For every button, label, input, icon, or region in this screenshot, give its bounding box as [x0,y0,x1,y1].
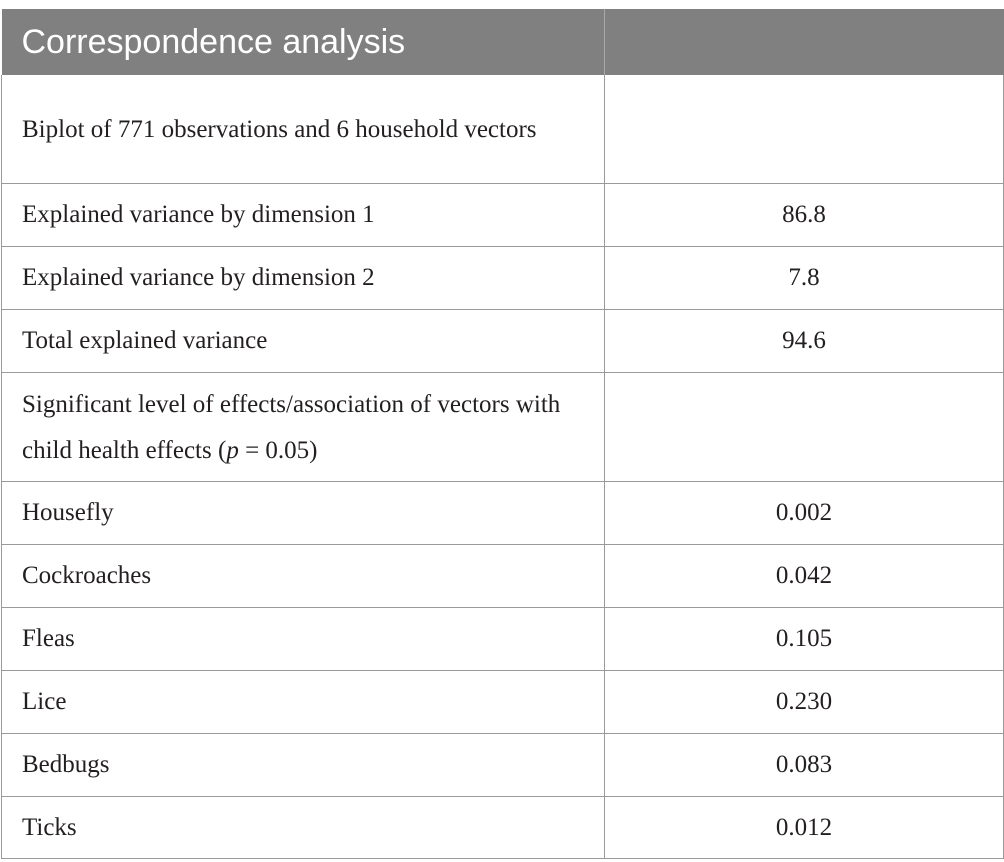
row-label: Ticks [2,797,605,859]
table-row [2,75,1004,184]
row-label-prefix: Significant level of effects/association of vectors with child health effects ( [22,391,561,464]
header-column-2 [605,9,1004,75]
table-row [2,545,1004,608]
row-label: Biplot of 771 observations and 6 household vectors [2,75,605,184]
row-label: Cockroaches [2,545,605,608]
row-value: 0.083 [605,734,1004,797]
table-row [2,373,1004,482]
row-label-suffix: = 0.05) [238,437,318,464]
row-label: Explained variance by dimension 2 [2,247,605,310]
row-value: 0.012 [605,797,1004,859]
row-label [2,373,605,482]
row-value: 7.8 [605,247,1004,310]
table-row [2,310,1004,373]
row-label: Bedbugs [2,734,605,797]
correspondence-analysis-table [1,9,1004,859]
table-row [2,482,1004,545]
table-title: Correspondence analysis [2,9,605,75]
table-row [2,184,1004,247]
table-body [2,75,1004,859]
p-variable: p [226,437,239,464]
row-value [605,75,1004,184]
row-value: 0.002 [605,482,1004,545]
table-row [2,797,1004,859]
row-value: 0.105 [605,608,1004,671]
header-row [2,9,1004,75]
table-row [2,608,1004,671]
table-row [2,734,1004,797]
row-value: 86.8 [605,184,1004,247]
table-header [2,9,1004,75]
row-value: 0.042 [605,545,1004,608]
row-value [605,373,1004,482]
table-row [2,247,1004,310]
row-label: Lice [2,671,605,734]
row-label: Fleas [2,608,605,671]
row-value: 0.230 [605,671,1004,734]
table-row [2,671,1004,734]
row-label: Explained variance by dimension 1 [2,184,605,247]
row-label: Total explained variance [2,310,605,373]
row-label: Housefly [2,482,605,545]
row-value: 94.6 [605,310,1004,373]
